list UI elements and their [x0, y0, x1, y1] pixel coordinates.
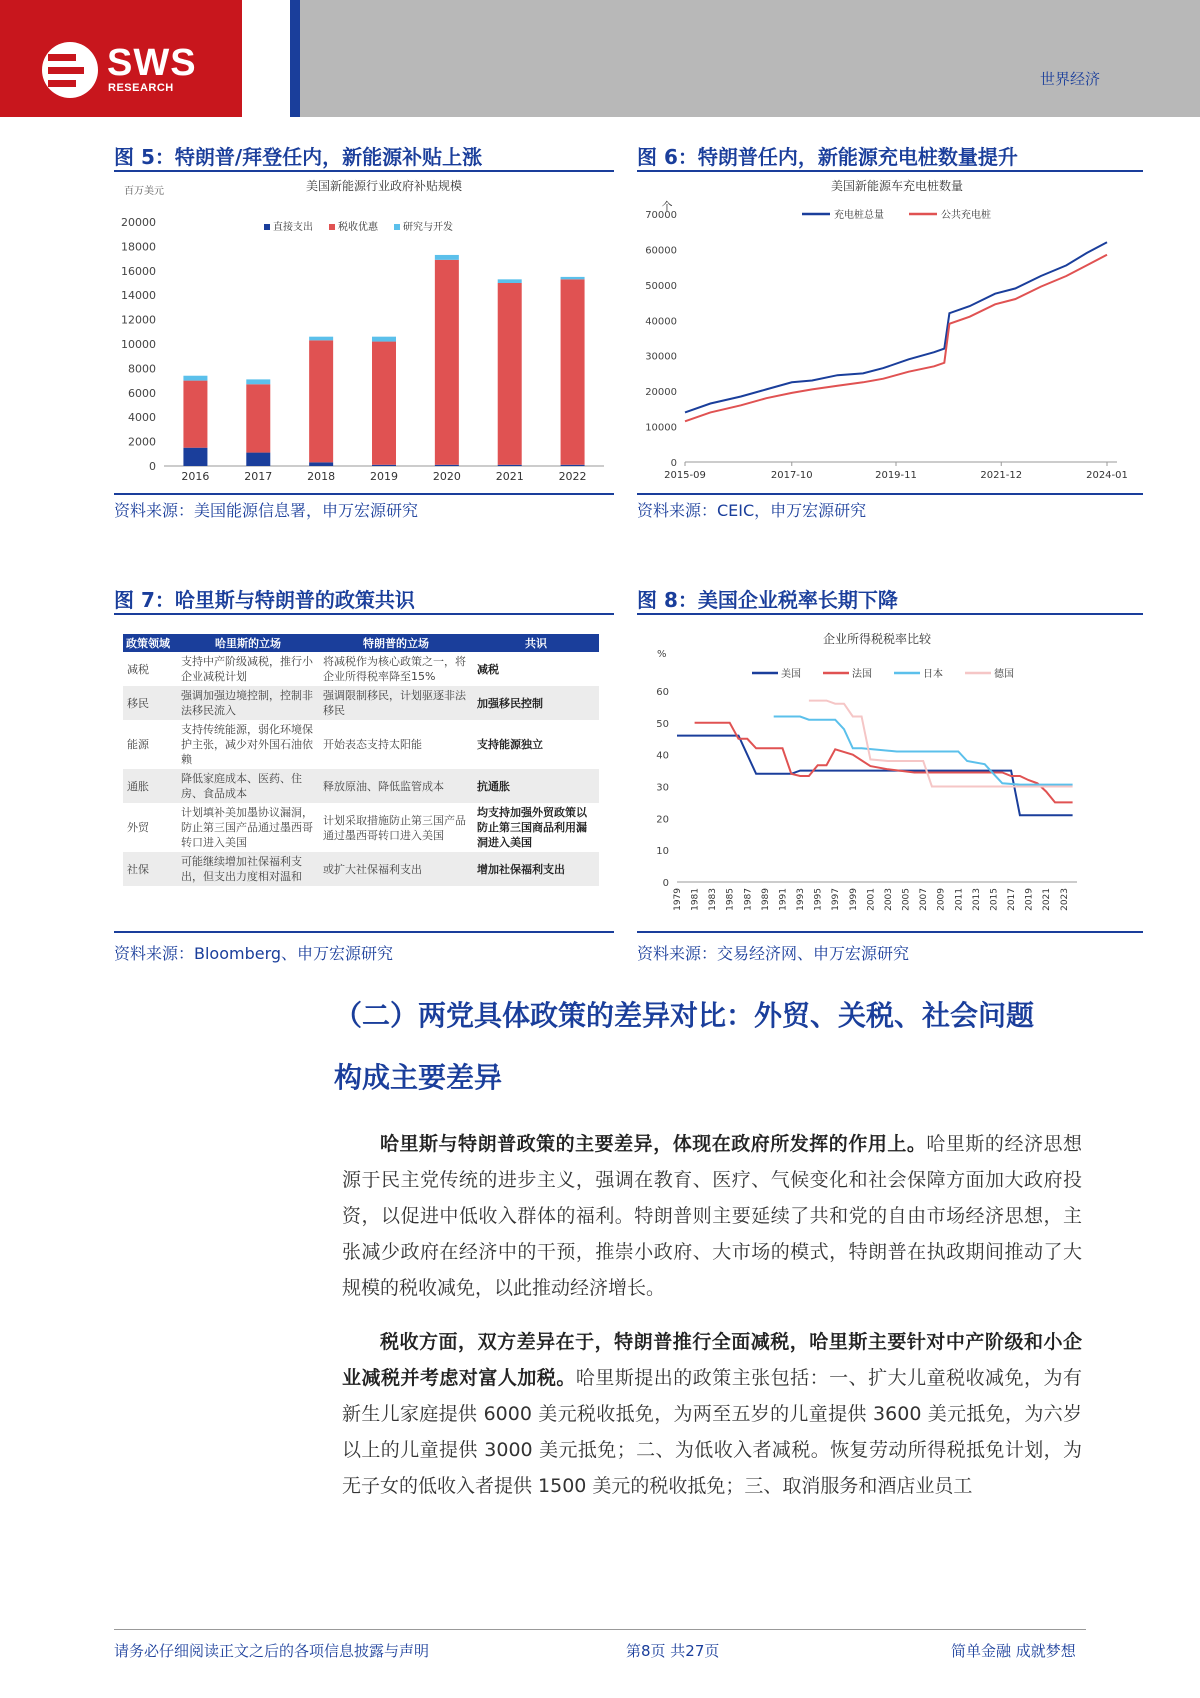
- table-cell: 增加社保福利支出: [473, 852, 599, 886]
- table-cell: 支持中产阶级减税，推行小企业减税计划: [181, 655, 313, 683]
- fig5-chart-title: 美国新能源行业政府补贴规模: [305, 179, 463, 193]
- fig6-ytick-label: 60000: [645, 245, 677, 257]
- fig8-xtick-label: 1987: [743, 888, 754, 911]
- fig6-series-line: [685, 242, 1107, 412]
- fig8-xtick-label: 1985: [725, 888, 736, 911]
- fig8-ytick-label: 10: [656, 846, 669, 858]
- table-cell: 通胀: [123, 769, 177, 803]
- fig8-xtick-label: 2013: [971, 888, 982, 911]
- paragraph-1: [342, 1126, 1082, 1306]
- table-cell: 能源: [127, 738, 149, 751]
- fig6-series-line: [685, 255, 1107, 422]
- fig8-series-line: [809, 701, 1073, 787]
- fig5-bar-segment: [372, 465, 396, 466]
- table-header: 政策领域: [123, 634, 177, 652]
- fig8-xtick-label: 1991: [778, 888, 789, 911]
- table-cell: 支持能源独立: [477, 738, 543, 751]
- fig5-ytick-label: 2000: [128, 435, 156, 449]
- table-cell: 减税: [127, 662, 149, 676]
- fig5-bar-segment: [309, 337, 333, 341]
- fig5-ytick-label: 6000: [128, 386, 156, 400]
- table-cell: 抗通胀: [473, 769, 599, 803]
- paragraph-2-text: 哈里斯提出的政策主张包括：一、扩大儿童税收减免，为有新生儿家庭提供 6000 美元税收抵免，为两至五岁的儿童提供 3600 美元抵免，为六岁以上的儿童提供 3000 美元抵免；二、为低收入者减税。恢复劳动所得税抵免计划，为无子女的低收入者提供 1500 美元的税收抵免；三、取消服务和酒店业员工: [342, 1367, 1082, 1497]
- logo-subtext: RESEARCH: [108, 82, 174, 94]
- table-cell: 计划填补美加墨协议漏洞，防止第三国产品通过墨西哥转口进入美国: [181, 806, 313, 849]
- fig8-ytick-label: 30: [656, 782, 669, 794]
- fig8-ytick-label: 60: [656, 687, 669, 698]
- fig5-bar-segment: [183, 376, 207, 381]
- table-cell: 强调加强边境控制，控制非法移民流入: [177, 686, 319, 720]
- fig8-xtick-label: 2021: [1042, 888, 1053, 911]
- fig8-legend-label: 法国: [852, 669, 872, 680]
- table-cell: 减税: [477, 662, 499, 676]
- fig8-chart: [637, 617, 1143, 930]
- fig5-ytick-label: 20000: [121, 216, 156, 229]
- paragraph-1-lead: 哈里斯与特朗普政策的主要差异，体现在政府所发挥的作用上。: [380, 1133, 927, 1155]
- table-cell: 可能继续增加社保福利支出，但支出力度相对温和: [177, 852, 319, 886]
- paragraph-2-lead: 税收方面，双方差异在于，特朗普推行全面减税，哈里斯主要针对中产阶级和小企业减税并考虑对富人加税。: [342, 1331, 1082, 1389]
- table-row: [123, 686, 599, 720]
- fig6-xtick-label: 2015-09: [664, 470, 706, 481]
- fig6-bottom-rule: [637, 493, 1143, 495]
- section-heading-line1: （二）两党具体政策的差异对比：外贸、关税、社会问题: [334, 999, 1035, 1032]
- fig5-ylabel: 百万美元: [124, 186, 164, 197]
- fig6-xtick-label: 2017-10: [770, 470, 813, 481]
- fig5-xtick-label: 2017: [244, 470, 273, 483]
- fig5-xtick-label: 2021: [495, 470, 524, 483]
- table-cell: 外贸: [127, 821, 149, 834]
- fig8-xtick-label: 2009: [936, 888, 947, 911]
- fig6-xtick-label: 2021-12: [980, 470, 1023, 481]
- fig5-bar-segment: [246, 453, 270, 466]
- table-cell: 计划采取措施防止第三国产品通过墨西哥转口进入美国: [323, 813, 466, 842]
- fig6-xtick-label: 2019-11: [875, 470, 917, 481]
- fig5-bar-segment: [309, 462, 333, 466]
- fig5-bar-segment: [561, 277, 585, 279]
- fig6-ytick-label: 20000: [645, 387, 677, 399]
- header-blue-bar: [290, 0, 300, 117]
- fig8-bottom-rule: [637, 931, 1143, 933]
- table-cell: 降低家庭成本、医药、住房、食品成本: [177, 769, 319, 803]
- fig8-ytick-label: 50: [656, 718, 669, 730]
- table-row: [123, 720, 599, 769]
- table-row: [123, 803, 599, 852]
- fig5-ytick-label: 18000: [121, 240, 156, 254]
- fig5-xtick-label: 2020: [432, 470, 461, 483]
- table-header: 哈里斯的立场: [177, 634, 319, 652]
- fig5-legend-swatch: [329, 224, 335, 230]
- table-cell: 支持传统能源，弱化环境保护主张，减少对外国石油依赖: [181, 723, 313, 766]
- fig5-xtick-label: 2019: [370, 470, 398, 483]
- fig8-xtick-label: 2015: [989, 888, 1000, 911]
- fig5-bar-segment: [498, 465, 522, 466]
- footer-page-number: 第8页 共27页: [626, 1642, 720, 1660]
- fig5-legend-swatch: [394, 224, 400, 230]
- fig7-source: 资料来源：Bloomberg、申万宏源研究: [114, 944, 394, 963]
- fig5-legend-label: 直接支出: [273, 222, 313, 233]
- fig8-series-line: [774, 717, 1073, 785]
- table-row: [123, 652, 599, 686]
- fig5-bottom-rule: [114, 493, 614, 495]
- paragraph-2: [342, 1324, 1082, 1504]
- sws-logo-icon: [40, 40, 100, 100]
- table-header: 特朗普的立场: [319, 634, 473, 652]
- fig8-ytick-label: 40: [656, 750, 669, 762]
- fig6-ytick-label: 30000: [645, 351, 677, 363]
- fig8-legend-label: 日本: [923, 669, 943, 680]
- table-header: 共识: [473, 634, 599, 652]
- fig5-ytick-label: 10000: [121, 338, 156, 351]
- fig8-xtick-label: 1979: [673, 888, 683, 911]
- table-cell: 移民: [123, 686, 177, 720]
- fig8-xtick-label: 2011: [954, 888, 965, 911]
- fig5-bar-segment: [372, 342, 396, 465]
- fig8-xtick-label: 2001: [866, 888, 877, 911]
- fig5-ytick-label: 8000: [128, 362, 156, 376]
- table-row: [123, 852, 599, 886]
- fig6-legend-label: 充电桩总量: [834, 210, 884, 221]
- fig5-bar-segment: [561, 465, 585, 466]
- fig5-bar-segment: [309, 340, 333, 462]
- fig5-ytick-label: 12000: [121, 313, 156, 327]
- fig5-ytick-label: 0: [149, 460, 156, 473]
- fig5-source: 资料来源：美国能源信息署，申万宏源研究: [114, 501, 419, 520]
- header-gray-bar: [300, 0, 1200, 117]
- fig8-ytick-label: 20: [656, 814, 669, 826]
- fig6-ylabel: 个: [661, 200, 673, 213]
- fig6-ytick-label: 0: [670, 458, 677, 469]
- fig5-bar-segment: [561, 279, 585, 464]
- fig5-bar-segment: [435, 465, 459, 466]
- fig8-legend-label: 美国: [781, 669, 801, 680]
- fig8-xtick-label: 1983: [708, 888, 719, 911]
- fig7-bottom-rule: [114, 931, 614, 933]
- policy-consensus-table: [123, 634, 599, 886]
- fig8-xtick-label: 2003: [883, 888, 894, 911]
- header-gap: [242, 0, 290, 117]
- fig5-bar-segment: [246, 379, 270, 384]
- fig6-chart: [637, 174, 1143, 492]
- fig5-bar-segment: [498, 279, 522, 283]
- footer-rule: [114, 1629, 1086, 1630]
- fig5-ytick-label: 14000: [121, 289, 156, 303]
- fig8-source: 资料来源：交易经济网、申万宏源研究: [637, 944, 910, 963]
- fig5-xtick-label: 2016: [181, 470, 210, 483]
- fig6-ytick-label: 40000: [645, 316, 677, 328]
- table-row: [123, 769, 599, 803]
- fig6-chart-title: 美国新能源车充电桩数量: [830, 179, 964, 193]
- table-cell: 或扩大社保福利支出: [319, 852, 473, 886]
- fig8-xtick-label: 1989: [760, 888, 771, 911]
- logo-text: SWS: [107, 42, 197, 84]
- table-cell: 加强移民控制: [473, 686, 599, 720]
- fig5-xtick-label: 2022: [558, 470, 587, 483]
- fig8-xtick-label: 1997: [831, 888, 842, 911]
- table-cell: 均支持加强外贸政策以防止第三国商品利用漏洞进入美国: [477, 806, 587, 849]
- fig5-title: 图 5：特朗普/拜登任内，新能源补贴上涨: [114, 144, 614, 172]
- table-cell: 强调限制移民，计划驱逐非法移民: [319, 686, 473, 720]
- fig8-xtick-label: 2005: [901, 888, 912, 911]
- fig8-xtick-label: 2023: [1059, 888, 1070, 911]
- fig6-source: 资料来源：CEIC，申万宏源研究: [637, 501, 867, 520]
- table-cell: 开始表态支持太阳能: [323, 738, 422, 751]
- table-cell: 社保: [123, 852, 177, 886]
- fig8-xtick-label: 1995: [813, 888, 824, 911]
- footer-disclaimer: 请务必仔细阅读正文之后的各项信息披露与声明: [114, 1642, 430, 1660]
- fig5-xtick-label: 2018: [307, 470, 336, 483]
- fig5-bar-segment: [435, 260, 459, 465]
- fig5-ytick-label: 4000: [128, 411, 156, 425]
- fig5-legend-swatch: [264, 224, 270, 230]
- fig5-legend-label: 税收优惠: [338, 222, 378, 233]
- fig5-chart: [114, 174, 614, 492]
- fig6-ytick-label: 70000: [645, 210, 677, 221]
- table-cell: 将减税作为核心政策之一，将企业所得税率降至15%: [323, 655, 466, 683]
- fig5-bar-segment: [498, 283, 522, 465]
- fig5-legend-label: 研究与开发: [403, 222, 453, 233]
- fig8-xtick-label: 2019: [1024, 888, 1035, 911]
- fig8-xtick-label: 2007: [919, 888, 930, 911]
- fig8-xtick-label: 2017: [1007, 888, 1018, 911]
- fig8-xtick-label: 1993: [796, 888, 807, 911]
- table-cell: 释放原油、降低监管成本: [319, 769, 473, 803]
- fig6-ytick-label: 50000: [645, 280, 677, 292]
- fig6-xtick-label: 2024-01: [1086, 470, 1128, 481]
- fig6-ytick-label: 10000: [645, 422, 677, 434]
- footer-slogan: 简单金融 成就梦想: [951, 1642, 1076, 1660]
- fig5-bar-segment: [183, 448, 207, 466]
- fig5-bar-segment: [372, 337, 396, 342]
- fig5-bar-segment: [183, 381, 207, 448]
- fig8-legend-label: 德国: [994, 669, 1014, 680]
- fig8-chart-title: 企业所得税税率比较: [822, 632, 932, 646]
- section-label: 世界经济: [1039, 70, 1100, 88]
- fig7-title: 图 7：哈里斯与特朗普的政策共识: [114, 587, 614, 615]
- fig8-ytick-label: 0: [662, 878, 669, 889]
- fig8-ylabel: %: [657, 649, 667, 660]
- fig6-legend-label: 公共充电桩: [941, 210, 991, 221]
- fig5-bar-segment: [435, 255, 459, 260]
- fig8-xtick-label: 1999: [848, 888, 859, 911]
- section-heading-line2: 构成主要差异: [334, 1061, 503, 1094]
- fig6-title: 图 6：特朗普任内，新能源充电桩数量提升: [637, 144, 1143, 172]
- paragraph-1-text: 哈里斯的经济思想源于民主党传统的进步主义，强调在教育、医疗、气候变化和社会保障方面加大政府投资，以促进中低收入群体的福利。特朗普则主要延续了共和党的自由市场经济思想，主张减少政府在经济中的干预，推崇小政府、大市场的模式，特朗普在执政期间推动了大规模的税收减免，以此推动经济增长。: [342, 1133, 1082, 1299]
- fig8-xtick-label: 1981: [690, 888, 701, 911]
- fig5-ytick-label: 16000: [121, 264, 156, 278]
- fig5-bar-segment: [246, 384, 270, 452]
- fig8-title: 图 8：美国企业税率长期下降: [637, 587, 1143, 615]
